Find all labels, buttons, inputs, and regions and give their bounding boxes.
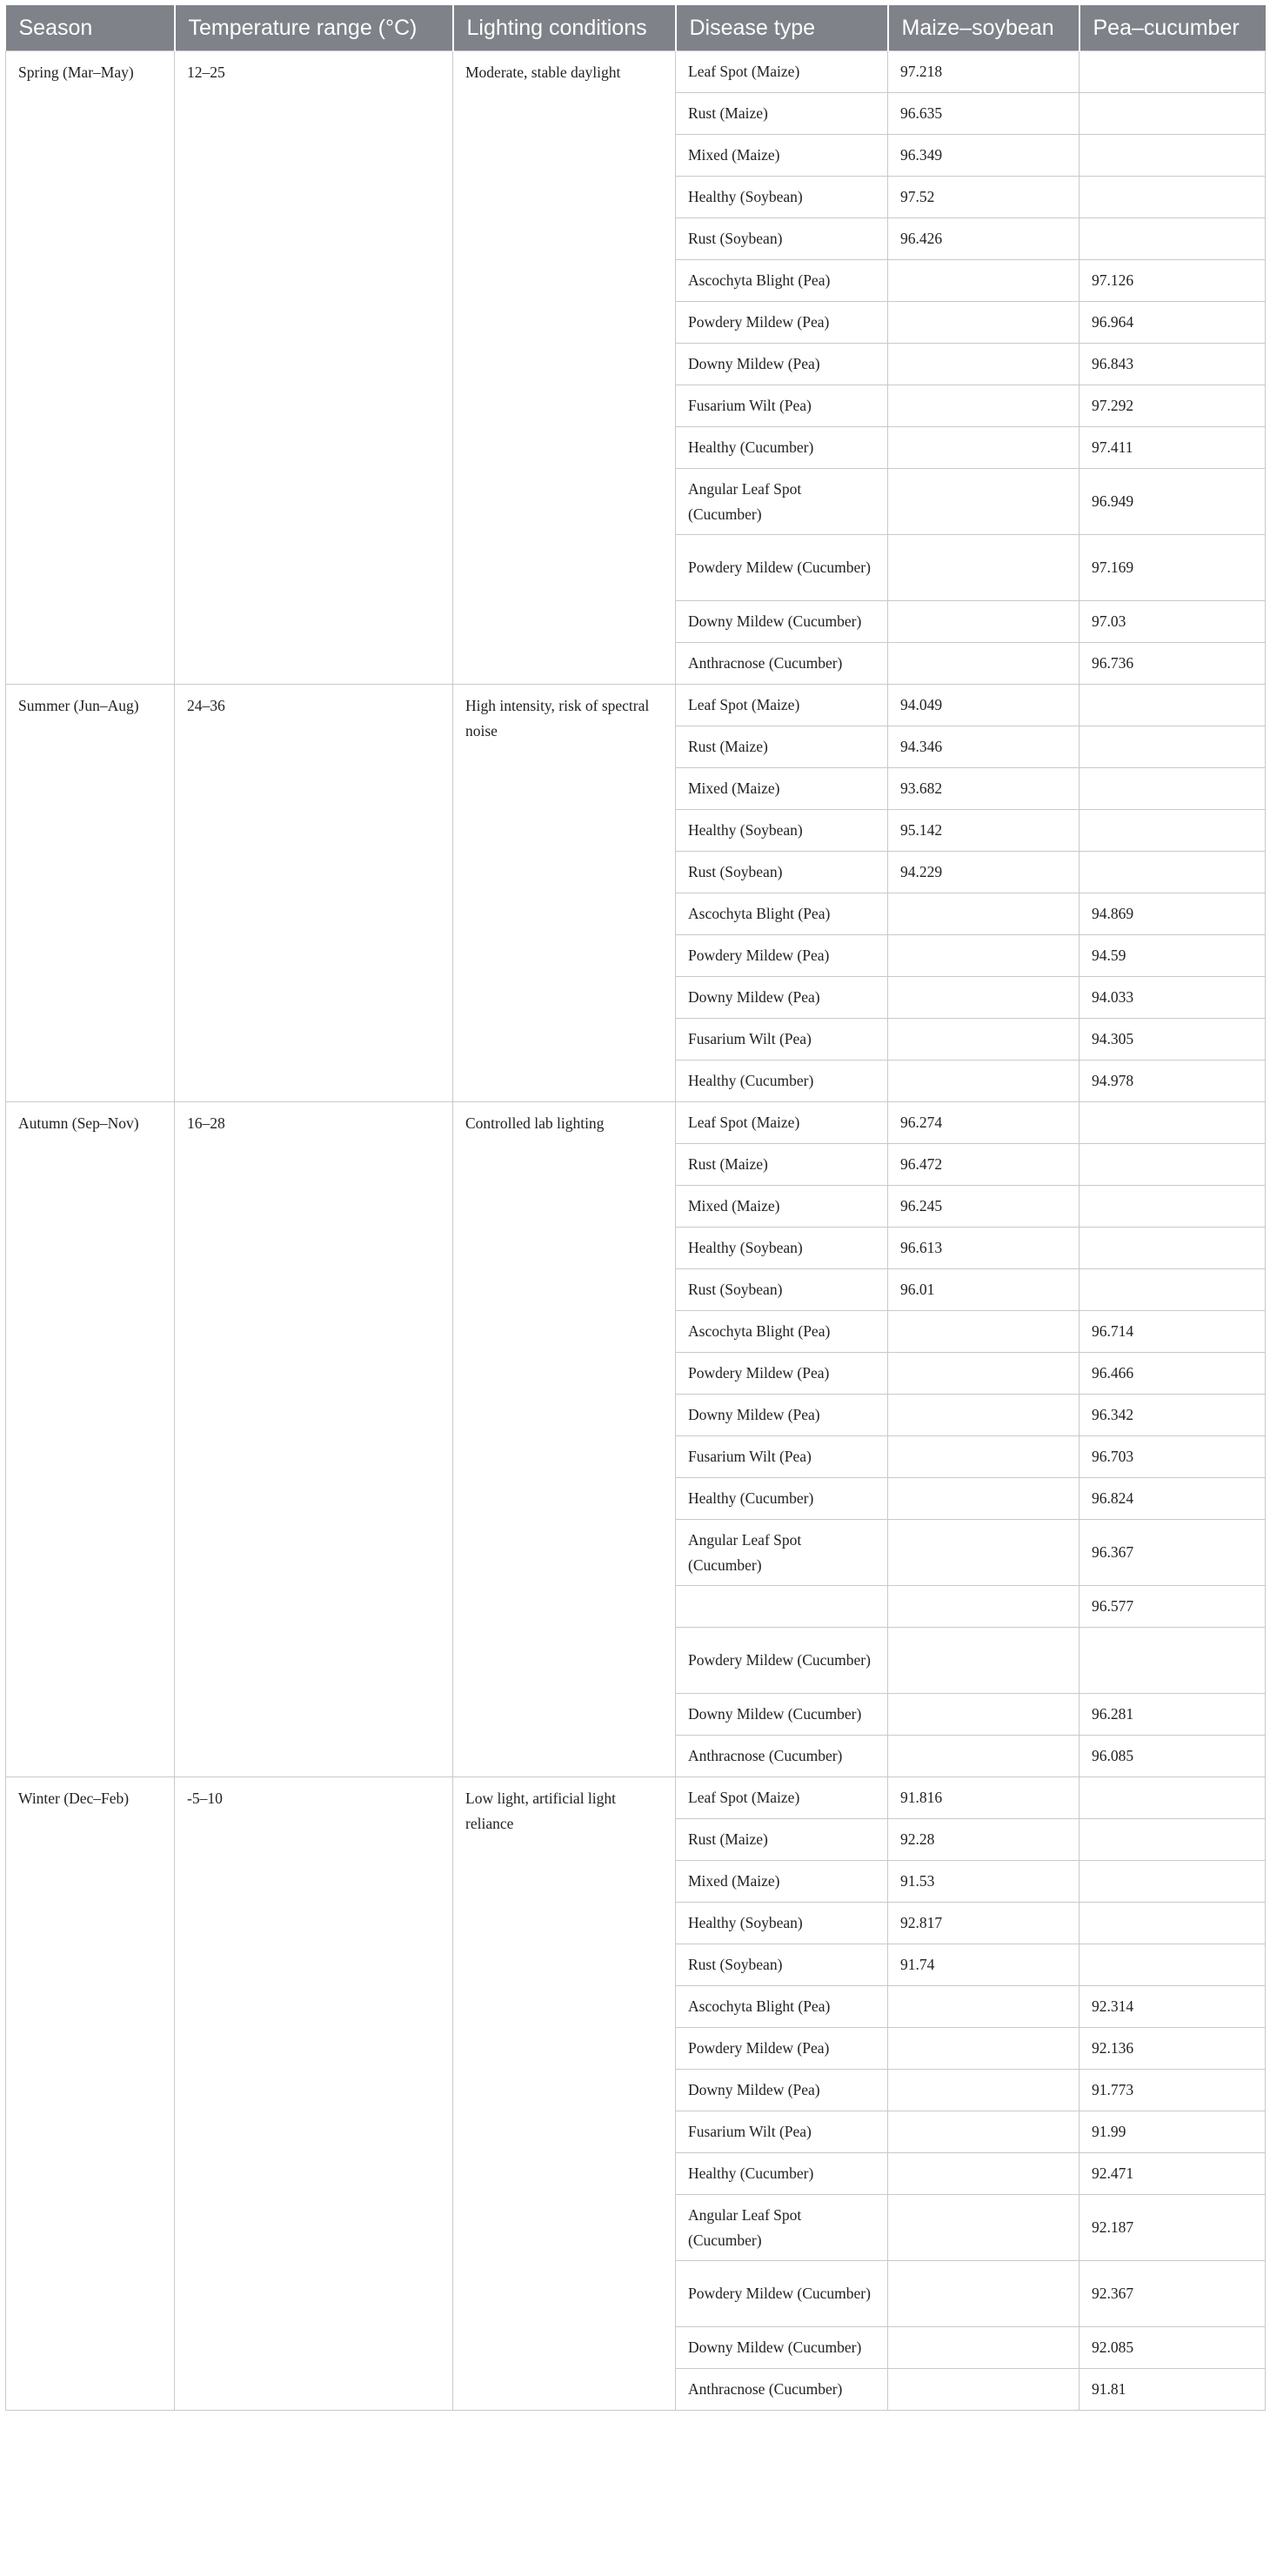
disease-cell: Rust (Maize) xyxy=(676,726,888,768)
pea-cucumber-cell xyxy=(1080,1269,1266,1311)
maize-soybean-cell: 92.28 xyxy=(888,1819,1080,1861)
pea-cucumber-cell: 97.126 xyxy=(1080,260,1266,302)
pea-cucumber-cell: 97.292 xyxy=(1080,385,1266,427)
pea-cucumber-cell: 91.81 xyxy=(1080,2369,1266,2411)
pea-cucumber-cell: 94.869 xyxy=(1080,893,1266,935)
disease-cell: Downy Mildew (Cucumber) xyxy=(676,2327,888,2369)
disease-cell: Rust (Soybean) xyxy=(676,218,888,260)
maize-soybean-cell: 93.682 xyxy=(888,768,1080,810)
disease-cell: Fusarium Wilt (Pea) xyxy=(676,1436,888,1478)
maize-soybean-cell xyxy=(888,643,1080,685)
disease-cell: Healthy (Cucumber) xyxy=(676,427,888,469)
maize-soybean-cell: 96.274 xyxy=(888,1102,1080,1144)
pea-cucumber-cell xyxy=(1080,1819,1266,1861)
pea-cucumber-cell xyxy=(1080,685,1266,726)
temperature-cell: 24–36 xyxy=(175,685,453,1102)
lighting-cell: High intensity, risk of spectral noise xyxy=(453,685,676,1102)
disease-cell: Rust (Maize) xyxy=(676,1144,888,1186)
disease-cell: Leaf Spot (Maize) xyxy=(676,1777,888,1819)
table-row xyxy=(6,685,1266,726)
maize-soybean-cell xyxy=(888,2111,1080,2153)
pea-cucumber-cell: 96.367 xyxy=(1080,1520,1266,1586)
pea-cucumber-cell xyxy=(1080,810,1266,852)
disease-cell: Healthy (Cucumber) xyxy=(676,1061,888,1102)
maize-soybean-cell xyxy=(888,2369,1080,2411)
temperature-cell: 12–25 xyxy=(175,51,453,685)
disease-cell: Anthracnose (Cucumber) xyxy=(676,1736,888,1777)
maize-soybean-cell: 96.635 xyxy=(888,93,1080,135)
disease-cell: Healthy (Soybean) xyxy=(676,810,888,852)
pea-cucumber-cell: 96.577 xyxy=(1080,1586,1266,1628)
pea-cucumber-cell xyxy=(1080,177,1266,218)
pea-cucumber-cell xyxy=(1080,768,1266,810)
pea-cucumber-cell: 94.305 xyxy=(1080,1019,1266,1061)
header-season: Season xyxy=(6,5,175,51)
maize-soybean-cell xyxy=(888,535,1080,601)
maize-soybean-cell xyxy=(888,427,1080,469)
maize-soybean-cell: 97.52 xyxy=(888,177,1080,218)
maize-soybean-cell xyxy=(888,1311,1080,1353)
maize-soybean-cell xyxy=(888,2195,1080,2261)
pea-cucumber-cell: 96.703 xyxy=(1080,1436,1266,1478)
disease-cell: Rust (Maize) xyxy=(676,93,888,135)
maize-soybean-cell: 96.349 xyxy=(888,135,1080,177)
table-row xyxy=(6,1777,1266,1819)
maize-soybean-cell xyxy=(888,260,1080,302)
pea-cucumber-cell xyxy=(1080,726,1266,768)
disease-cell: Leaf Spot (Maize) xyxy=(676,51,888,93)
maize-soybean-cell xyxy=(888,893,1080,935)
table-row xyxy=(6,51,1266,93)
maize-soybean-cell: 95.142 xyxy=(888,810,1080,852)
pea-cucumber-cell xyxy=(1080,1777,1266,1819)
disease-cell: Powdery Mildew (Pea) xyxy=(676,1353,888,1395)
maize-soybean-cell xyxy=(888,1061,1080,1102)
pea-cucumber-cell: 91.99 xyxy=(1080,2111,1266,2153)
maize-soybean-cell: 94.229 xyxy=(888,852,1080,893)
maize-soybean-cell: 94.049 xyxy=(888,685,1080,726)
disease-cell: Leaf Spot (Maize) xyxy=(676,1102,888,1144)
maize-soybean-cell xyxy=(888,1986,1080,2028)
pea-cucumber-cell: 92.314 xyxy=(1080,1986,1266,2028)
maize-soybean-cell xyxy=(888,601,1080,643)
disease-cell: Downy Mildew (Pea) xyxy=(676,977,888,1019)
pea-cucumber-cell: 97.411 xyxy=(1080,427,1266,469)
lighting-cell: Controlled lab lighting xyxy=(453,1102,676,1777)
maize-soybean-cell xyxy=(888,2070,1080,2111)
pea-cucumber-cell: 96.824 xyxy=(1080,1478,1266,1520)
disease-cell: Anthracnose (Cucumber) xyxy=(676,643,888,685)
disease-cell: Powdery Mildew (Pea) xyxy=(676,935,888,977)
table-body xyxy=(6,51,1266,2411)
maize-soybean-cell: 96.426 xyxy=(888,218,1080,260)
maize-soybean-cell xyxy=(888,1353,1080,1395)
maize-soybean-cell xyxy=(888,2153,1080,2195)
maize-soybean-cell: 96.472 xyxy=(888,1144,1080,1186)
pea-cucumber-cell: 96.949 xyxy=(1080,469,1266,535)
header-temperature: Temperature range (°C) xyxy=(175,5,453,51)
maize-soybean-cell: 96.613 xyxy=(888,1228,1080,1269)
pea-cucumber-cell: 96.281 xyxy=(1080,1694,1266,1736)
disease-cell: Downy Mildew (Cucumber) xyxy=(676,601,888,643)
disease-cell: Healthy (Cucumber) xyxy=(676,2153,888,2195)
pea-cucumber-cell xyxy=(1080,1228,1266,1269)
pea-cucumber-cell: 92.187 xyxy=(1080,2195,1266,2261)
disease-cell: Fusarium Wilt (Pea) xyxy=(676,2111,888,2153)
disease-cell: Ascochyta Blight (Pea) xyxy=(676,260,888,302)
temperature-cell: 16–28 xyxy=(175,1102,453,1777)
season-cell: Autumn (Sep–Nov) xyxy=(6,1102,175,1777)
lighting-cell: Low light, artificial light reliance xyxy=(453,1777,676,2411)
disease-cell: Healthy (Soybean) xyxy=(676,1228,888,1269)
pea-cucumber-cell xyxy=(1080,1186,1266,1228)
pea-cucumber-cell xyxy=(1080,1903,1266,1944)
pea-cucumber-cell xyxy=(1080,1628,1266,1694)
disease-cell: Ascochyta Blight (Pea) xyxy=(676,893,888,935)
pea-cucumber-cell xyxy=(1080,1102,1266,1144)
disease-cell: Powdery Mildew (Cucumber) xyxy=(676,2261,888,2327)
maize-soybean-cell: 92.817 xyxy=(888,1903,1080,1944)
pea-cucumber-cell: 97.169 xyxy=(1080,535,1266,601)
disease-cell: Downy Mildew (Pea) xyxy=(676,344,888,385)
maize-soybean-cell xyxy=(888,1478,1080,1520)
disease-cell: Fusarium Wilt (Pea) xyxy=(676,385,888,427)
disease-cell: Downy Mildew (Cucumber) xyxy=(676,1694,888,1736)
disease-cell: Rust (Soybean) xyxy=(676,1269,888,1311)
lighting-cell: Moderate, stable daylight xyxy=(453,51,676,685)
pea-cucumber-cell: 92.136 xyxy=(1080,2028,1266,2070)
temperature-cell: -5–10 xyxy=(175,1777,453,2411)
disease-cell: Mixed (Maize) xyxy=(676,1186,888,1228)
disease-cell: Downy Mildew (Pea) xyxy=(676,2070,888,2111)
pea-cucumber-cell: 96.736 xyxy=(1080,643,1266,685)
disease-cell: Angular Leaf Spot (Cucumber) xyxy=(676,2195,888,2261)
disease-cell: Mixed (Maize) xyxy=(676,1861,888,1903)
pea-cucumber-cell: 94.033 xyxy=(1080,977,1266,1019)
disease-cell: Rust (Soybean) xyxy=(676,1944,888,1986)
maize-soybean-cell: 94.346 xyxy=(888,726,1080,768)
disease-cell: Mixed (Maize) xyxy=(676,768,888,810)
pea-cucumber-cell: 96.843 xyxy=(1080,344,1266,385)
disease-cell: Fusarium Wilt (Pea) xyxy=(676,1019,888,1061)
disease-cell: Angular Leaf Spot (Cucumber) xyxy=(676,469,888,535)
pea-cucumber-cell xyxy=(1080,135,1266,177)
pea-cucumber-cell: 92.471 xyxy=(1080,2153,1266,2195)
disease-cell: Healthy (Soybean) xyxy=(676,177,888,218)
pea-cucumber-cell: 97.03 xyxy=(1080,601,1266,643)
pea-cucumber-cell: 92.085 xyxy=(1080,2327,1266,2369)
maize-soybean-cell xyxy=(888,302,1080,344)
maize-soybean-cell xyxy=(888,385,1080,427)
maize-soybean-cell xyxy=(888,469,1080,535)
season-cell: Spring (Mar–May) xyxy=(6,51,175,685)
pea-cucumber-cell xyxy=(1080,51,1266,93)
maize-soybean-cell: 91.53 xyxy=(888,1861,1080,1903)
disease-cell: Ascochyta Blight (Pea) xyxy=(676,1986,888,2028)
disease-cell: Anthracnose (Cucumber) xyxy=(676,2369,888,2411)
maize-soybean-cell: 96.245 xyxy=(888,1186,1080,1228)
pea-cucumber-cell: 96.342 xyxy=(1080,1395,1266,1436)
maize-soybean-cell xyxy=(888,1395,1080,1436)
disease-cell: Downy Mildew (Pea) xyxy=(676,1395,888,1436)
disease-cell: Powdery Mildew (Cucumber) xyxy=(676,1628,888,1694)
pea-cucumber-cell xyxy=(1080,1861,1266,1903)
pea-cucumber-cell xyxy=(1080,852,1266,893)
pea-cucumber-cell: 94.59 xyxy=(1080,935,1266,977)
maize-soybean-cell xyxy=(888,1436,1080,1478)
pea-cucumber-cell: 91.773 xyxy=(1080,2070,1266,2111)
header-lighting: Lighting conditions xyxy=(453,5,676,51)
maize-soybean-cell xyxy=(888,935,1080,977)
pea-cucumber-cell: 96.085 xyxy=(1080,1736,1266,1777)
header-pea-cucumber: Pea–cucumber xyxy=(1080,5,1266,51)
maize-soybean-cell xyxy=(888,2261,1080,2327)
pea-cucumber-cell xyxy=(1080,218,1266,260)
maize-soybean-cell xyxy=(888,1694,1080,1736)
maize-soybean-cell xyxy=(888,1628,1080,1694)
maize-soybean-cell: 97.218 xyxy=(888,51,1080,93)
disease-cell: Ascochyta Blight (Pea) xyxy=(676,1311,888,1353)
table-row xyxy=(6,1102,1266,1144)
pea-cucumber-cell xyxy=(1080,1944,1266,1986)
disease-cell: Mixed (Maize) xyxy=(676,135,888,177)
disease-cell: Angular Leaf Spot (Cucumber) xyxy=(676,1520,888,1586)
maize-soybean-cell: 96.01 xyxy=(888,1269,1080,1311)
season-cell: Summer (Jun–Aug) xyxy=(6,685,175,1102)
results-table xyxy=(5,5,1266,2411)
pea-cucumber-cell: 96.466 xyxy=(1080,1353,1266,1395)
disease-cell: Powdery Mildew (Cucumber) xyxy=(676,535,888,601)
disease-cell: Healthy (Soybean) xyxy=(676,1903,888,1944)
maize-soybean-cell xyxy=(888,977,1080,1019)
season-cell: Winter (Dec–Feb) xyxy=(6,1777,175,2411)
maize-soybean-cell xyxy=(888,2028,1080,2070)
maize-soybean-cell xyxy=(888,1736,1080,1777)
pea-cucumber-cell: 96.964 xyxy=(1080,302,1266,344)
maize-soybean-cell: 91.74 xyxy=(888,1944,1080,1986)
disease-cell: Rust (Maize) xyxy=(676,1819,888,1861)
pea-cucumber-cell: 94.978 xyxy=(1080,1061,1266,1102)
disease-cell: Healthy (Cucumber) xyxy=(676,1478,888,1520)
maize-soybean-cell xyxy=(888,1520,1080,1586)
maize-soybean-cell xyxy=(888,2327,1080,2369)
header-disease: Disease type xyxy=(676,5,888,51)
maize-soybean-cell xyxy=(888,1019,1080,1061)
header-row xyxy=(6,5,1266,51)
pea-cucumber-cell: 92.367 xyxy=(1080,2261,1266,2327)
disease-cell: Powdery Mildew (Pea) xyxy=(676,2028,888,2070)
header-maize-soybean: Maize–soybean xyxy=(888,5,1080,51)
maize-soybean-cell xyxy=(888,1586,1080,1628)
pea-cucumber-cell xyxy=(1080,1144,1266,1186)
maize-soybean-cell xyxy=(888,344,1080,385)
disease-cell: Rust (Soybean) xyxy=(676,852,888,893)
disease-cell: Leaf Spot (Maize) xyxy=(676,685,888,726)
pea-cucumber-cell: 96.714 xyxy=(1080,1311,1266,1353)
pea-cucumber-cell xyxy=(1080,93,1266,135)
disease-cell: Powdery Mildew (Pea) xyxy=(676,302,888,344)
table-header xyxy=(6,5,1266,51)
maize-soybean-cell: 91.816 xyxy=(888,1777,1080,1819)
disease-cell xyxy=(676,1586,888,1628)
